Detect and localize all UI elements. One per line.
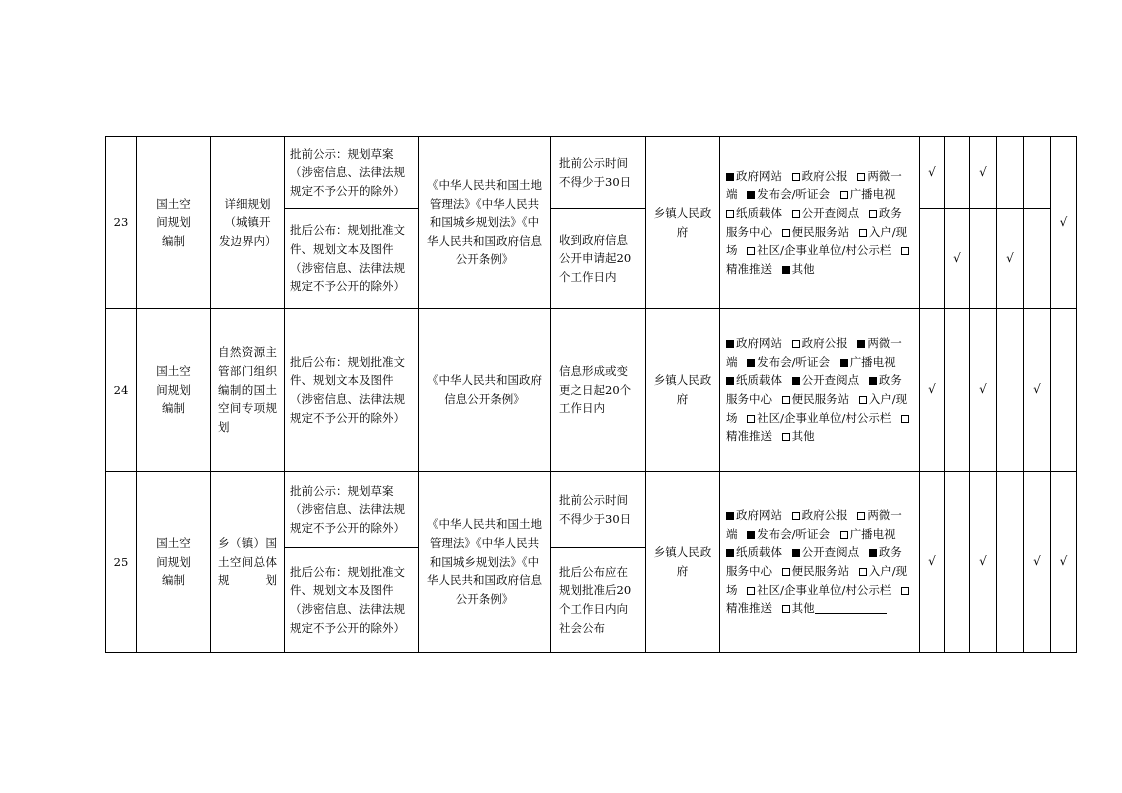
disclosure-table — [105, 136, 1077, 653]
tick-cell — [945, 309, 970, 472]
category-cell: 国土空间规划编制 — [137, 309, 211, 472]
channels-cell — [720, 309, 920, 472]
channel-label: 政府公报 — [801, 508, 848, 523]
channel-option — [792, 336, 848, 350]
tick-cell — [1051, 309, 1077, 472]
unchecked-box-icon — [857, 173, 865, 181]
channel-label: 公开查阅点 — [801, 373, 860, 388]
unchecked-box-icon — [792, 512, 800, 520]
unchecked-box-icon — [869, 210, 877, 218]
row-number: 24 — [106, 309, 137, 472]
checked-box-icon — [726, 340, 734, 348]
tick-cell — [997, 137, 1024, 209]
tick-cell: √ — [970, 309, 997, 472]
channel-label: 公开查阅点 — [801, 545, 860, 560]
unchecked-box-icon — [782, 396, 790, 404]
item-cell: 乡（镇）国土空间总体规划 — [211, 472, 285, 653]
tick-cell — [920, 209, 945, 309]
other-blank-line — [815, 603, 887, 614]
channel-option — [726, 545, 782, 559]
checked-box-icon — [747, 359, 755, 367]
channels-cell — [720, 472, 920, 653]
checked-box-icon — [869, 549, 877, 557]
checked-box-icon — [726, 377, 734, 385]
unchecked-box-icon — [782, 229, 790, 237]
unchecked-box-icon — [859, 568, 867, 576]
channel-label: 其他 — [791, 429, 815, 444]
channel-label: 两微一端 — [726, 508, 902, 541]
unchecked-box-icon — [792, 210, 800, 218]
checked-box-icon — [726, 173, 734, 181]
channel-label: 发布会/听证会 — [757, 354, 831, 369]
item-cell: 详细规划（城镇开发边界内） — [211, 137, 285, 309]
tick-cell — [1024, 137, 1051, 209]
channel-label: 广播电视 — [849, 354, 896, 369]
tick-cell: √ — [970, 472, 997, 653]
channel-label: 政府网站 — [736, 508, 782, 523]
tick-cell — [945, 137, 970, 209]
tick-cell: √ — [970, 137, 997, 209]
post-content-cell: 批后公布：规划批准文件、规划文本及图件（涉密信息、法律法规规定不予公开的除外） — [285, 548, 419, 653]
channel-option — [726, 508, 782, 522]
channel-label: 广播电视 — [849, 187, 896, 202]
category-cell: 国土空间规划编制 — [137, 472, 211, 653]
time-cell: 信息形成或变更之日起20个工作日内 — [551, 309, 646, 472]
pre-content-cell: 批前公示：规划草案（涉密信息、法律法规规定不予公开的除外） — [285, 137, 419, 209]
item-cell: 自然资源主管部门组织编制的国土空间专项规划 — [211, 309, 285, 472]
channel-label: 政府公报 — [801, 168, 848, 183]
channel-label: 其他 — [791, 601, 815, 616]
tick-cell: √ — [920, 472, 945, 653]
pre-time-cell: 批前公示时间不得少于30日 — [551, 472, 646, 548]
channel-option — [747, 243, 891, 257]
channel-option — [747, 411, 891, 425]
post-content-cell: 批后公布：规划批准文件、规划文本及图件（涉密信息、法律法规规定不予公开的除外） — [285, 209, 419, 309]
channel-option — [782, 429, 815, 443]
channel-option — [782, 392, 850, 406]
tick-cell — [997, 472, 1024, 653]
channel-option — [792, 508, 848, 522]
channel-label: 精准推送 — [726, 261, 772, 276]
channel-label: 政务服务中心 — [726, 205, 902, 239]
row-number: 25 — [106, 472, 137, 653]
unchecked-box-icon — [857, 512, 865, 520]
channel-option — [840, 527, 896, 541]
channel-option — [792, 169, 848, 183]
tick-cell: √ — [1051, 137, 1077, 309]
subject-cell: 乡镇人民政府 — [646, 309, 720, 472]
channel-label: 便民服务站 — [791, 392, 850, 406]
channel-option — [747, 583, 891, 597]
tick-cell — [997, 309, 1024, 472]
channel-option — [792, 373, 860, 387]
table-row-25 — [106, 472, 1077, 548]
tick-cell — [945, 472, 970, 653]
unchecked-box-icon — [840, 531, 848, 539]
tick-cell: √ — [1051, 472, 1077, 653]
channel-label: 纸质载体 — [736, 205, 782, 220]
unchecked-box-icon — [782, 433, 790, 441]
unchecked-box-icon — [726, 210, 734, 218]
channel-label: 发布会/听证会 — [757, 187, 831, 202]
channel-option — [782, 601, 887, 615]
unchecked-box-icon — [792, 173, 800, 181]
channel-label: 广播电视 — [849, 526, 896, 541]
basis-cell: 《中华人民共和国土地管理法》《中华人民共和国城乡规划法》《中华人民共和国政府信息公开条例》 — [419, 472, 551, 653]
channel-label: 政务服务中心 — [726, 373, 902, 406]
checked-box-icon — [792, 377, 800, 385]
unchecked-box-icon — [901, 415, 909, 423]
unchecked-box-icon — [747, 247, 755, 255]
unchecked-box-icon — [901, 587, 909, 595]
tick-cell: √ — [920, 137, 945, 209]
channel-label: 两微一端 — [726, 168, 902, 202]
tick-cell: √ — [920, 309, 945, 472]
channel-label: 纸质载体 — [736, 545, 782, 560]
tick-cell: √ — [1024, 309, 1051, 472]
channel-label: 纸质载体 — [736, 373, 782, 388]
unchecked-box-icon — [859, 396, 867, 404]
subject-cell: 乡镇人民政府 — [646, 472, 720, 653]
channel-label: 其他 — [791, 261, 815, 276]
basis-cell: 《中华人民共和国土地管理法》《中华人民共和国城乡规划法》《中华人民共和国政府信息公开条例》 — [419, 137, 551, 309]
channel-label: 社区/企事业单位/村公示栏 — [757, 582, 892, 597]
tick-cell — [970, 209, 997, 309]
channel-label: 精准推送 — [726, 429, 772, 444]
channel-label: 社区/企事业单位/村公示栏 — [757, 243, 892, 258]
unchecked-box-icon — [782, 568, 790, 576]
channel-option — [747, 187, 830, 201]
table-row-24 — [106, 309, 1077, 472]
channel-label: 政府公报 — [801, 336, 848, 351]
unchecked-box-icon — [747, 415, 755, 423]
checked-box-icon — [726, 512, 734, 520]
checked-box-icon — [869, 377, 877, 385]
unchecked-box-icon — [840, 191, 848, 199]
channel-option — [792, 206, 860, 220]
tick-cell: √ — [1024, 472, 1051, 653]
pre-content-cell: 批前公示：规划草案（涉密信息、法律法规规定不予公开的除外） — [285, 472, 419, 548]
unchecked-box-icon — [859, 229, 867, 237]
channel-label: 入户/现场 — [726, 392, 908, 425]
channel-option — [726, 336, 782, 350]
channel-option — [747, 355, 830, 369]
channel-label: 入户/现场 — [726, 224, 908, 258]
unchecked-box-icon — [792, 340, 800, 348]
channel-label: 政府网站 — [736, 336, 782, 351]
channel-option — [782, 225, 850, 239]
channels-cell — [720, 137, 920, 309]
post-content-cell: 批后公布：规划批准文件、规划文本及图件（涉密信息、法律法规规定不予公开的除外） — [285, 309, 419, 472]
unchecked-box-icon — [782, 605, 790, 613]
channel-label: 公开查阅点 — [801, 205, 860, 220]
channel-option — [782, 564, 850, 578]
table-row-23 — [106, 137, 1077, 209]
channel-label: 政府网站 — [736, 168, 782, 183]
tick-cell — [1024, 209, 1051, 309]
channel-label: 入户/现场 — [726, 564, 908, 597]
channel-label: 便民服务站 — [791, 224, 850, 239]
checked-box-icon — [747, 191, 755, 199]
checked-box-icon — [747, 531, 755, 539]
channel-label: 便民服务站 — [791, 564, 850, 578]
channel-label: 政务服务中心 — [726, 545, 902, 578]
checked-box-icon — [726, 549, 734, 557]
tick-cell: √ — [945, 209, 970, 309]
channel-label: 社区/企事业单位/村公示栏 — [757, 410, 892, 425]
checked-box-icon — [857, 340, 865, 348]
unchecked-box-icon — [747, 587, 755, 595]
post-time-cell: 收到政府信息公开申请起20个工作日内 — [551, 209, 646, 309]
channel-option — [782, 262, 815, 276]
checked-box-icon — [840, 359, 848, 367]
row-number: 23 — [106, 137, 137, 309]
tick-cell: √ — [997, 209, 1024, 309]
pre-time-cell: 批前公示时间不得少于30日 — [551, 137, 646, 209]
channel-option — [747, 527, 830, 541]
category-cell: 国土空间规划编制 — [137, 137, 211, 309]
unchecked-box-icon — [901, 247, 909, 255]
channel-option — [840, 355, 896, 369]
channel-option — [726, 373, 782, 387]
channel-option — [840, 187, 896, 201]
post-time-cell: 批后公布应在规划批准后20个工作日内向社会公布 — [551, 548, 646, 653]
basis-cell: 《中华人民共和国政府信息公开条例》 — [419, 309, 551, 472]
channel-label: 发布会/听证会 — [757, 526, 831, 541]
subject-cell: 乡镇人民政府 — [646, 137, 720, 309]
channel-option — [726, 206, 782, 220]
channel-label: 两微一端 — [726, 336, 902, 369]
channel-label: 精准推送 — [726, 601, 772, 616]
channel-option — [792, 545, 860, 559]
checked-box-icon — [782, 266, 790, 274]
checked-box-icon — [792, 549, 800, 557]
channel-option — [726, 169, 782, 183]
